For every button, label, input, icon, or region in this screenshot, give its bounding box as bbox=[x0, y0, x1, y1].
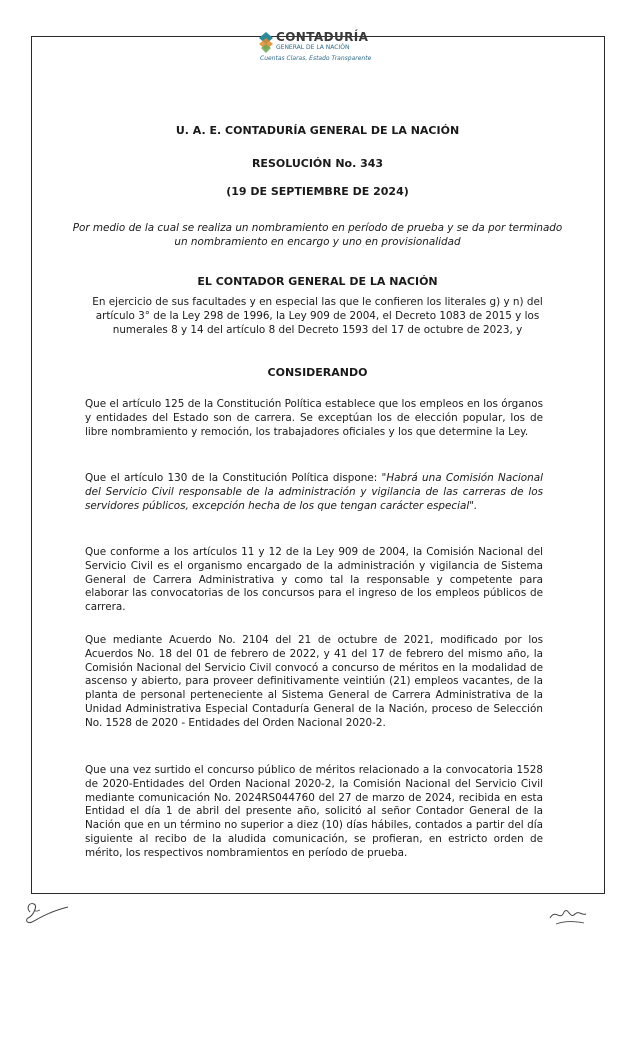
contaduria-logo bbox=[258, 30, 378, 66]
authority-title: EL CONTADOR GENERAL DE LA NACIÓN bbox=[197, 275, 438, 288]
considerando-heading: CONSIDERANDO bbox=[267, 366, 368, 379]
paragraph-2-quote: "Habrá una Comisión Nacional del Servicio Civil responsable de la administración y vigilancia de las carreras de los servidores públicos, excepción hecha de los que tengan carácter especial". bbox=[85, 472, 543, 512]
considerando-paragraph-3: Que conforme a los artículos 11 y 12 de la Ley 909 de 2004, la Comisión Nacional del Servicio Civil es el organismo encargado de la administración y vigilancia de Sistema General de Carrera Administrativa y como tal la responsable y competente para elaborar las convocatorias de los concursos para el ingreso de los empleos públicos de carrera. bbox=[85, 546, 543, 614]
considerando-paragraph-2 bbox=[85, 472, 543, 513]
resolution-subject: Por medio de la cual se realiza un nombramiento en período de prueba y se da por terminado un nombramiento en encargo y uno en provisionalidad bbox=[72, 222, 563, 248]
entity-title: U. A. E. CONTADURÍA GENERAL DE LA NACIÓN bbox=[175, 124, 460, 137]
logo-tagline: Cuentas Claras, Estado Transparente bbox=[260, 55, 372, 62]
resolution-date: (19 DE SEPTIEMBRE DE 2024) bbox=[226, 185, 409, 198]
authority-preamble: En ejercicio de sus facultades y en especial las que le confieren los literales g) y n) del artículo 3° de la Ley 298 de 1996, la Ley 909 de 2004, el Decreto 1083 de 2015 y los numerales 8 y 14 del artículo 8 del Decreto 1593 del 17 de octubre de 2023, y bbox=[92, 296, 543, 336]
logo-brand: CONTADURÍA bbox=[276, 30, 369, 44]
logo-mark-icon bbox=[258, 32, 274, 54]
considerando-paragraph-5: Que una vez surtido el concurso público de méritos relacionado a la convocatoria 1528 de 2020-Entidades del Orden Nacional 2020-2, la Comisión Nacional del Servicio Civil mediante comunicación No. 2024RS044760 del 27 de marzo de 2024, recibida en esta Entidad el día 1 de abril del presente año, solicitó al señor Contador General de la Nación que en un término no superior a diez (10) días hábiles, contados a partir del día siguiente al recibo de la aludida comunicación, se profieran, en estricto orden de mérito, los respectivos nombramientos en período de prueba. bbox=[85, 764, 543, 859]
considerando-paragraph-4: Que mediante Acuerdo No. 2104 del 21 de octubre de 2021, modificado por los Acuerdos No. 18 del 01 de febrero de 2022, y 41 del 17 de febrero del mismo año, la Comisión Nacional del Servicio Civil convocó a concurso de méritos en la modalidad de ascenso y abierto, para proveer definitivamente veintiún (21) empleos vacantes, de la planta de personal perteneciente al Sistema General de Carrera Administrativa de la Unidad Administrativa Especial Contaduría General de la Nación, proceso de Selección No. 1528 de 2020 - Entidades del Orden Nacional 2020-2. bbox=[85, 634, 543, 729]
considerando-paragraph-1: Que el artículo 125 de la Constitución Política establece que los empleos en los órganos y entidades del Estado son de carrera. Se exceptúan los de elección popular, los de libre nombramiento y remoción, los trabajadores oficiales y los que determine la Ley. bbox=[85, 398, 543, 438]
logo-sub: GENERAL DE LA NACIÓN bbox=[276, 44, 350, 51]
paragraph-2-lead: Que el artículo 130 de la Constitución Política dispone: bbox=[85, 472, 382, 484]
resolution-number: RESOLUCIÓN No. 343 bbox=[251, 157, 384, 170]
initials-signature-right bbox=[548, 902, 588, 930]
initials-signature-left bbox=[20, 898, 75, 928]
